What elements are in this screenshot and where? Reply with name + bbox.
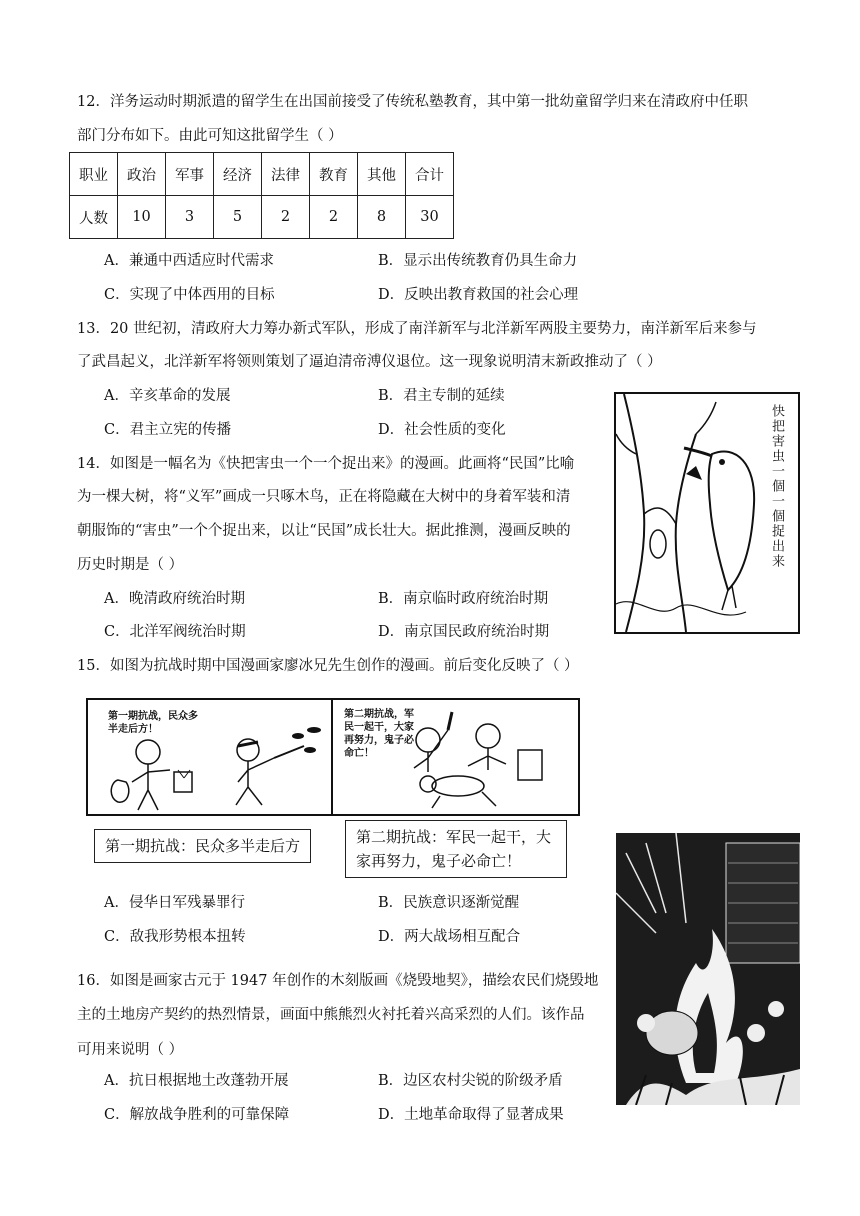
q15-option-a[interactable]: A．侵华日军残暴罪行 <box>104 895 245 911</box>
table-cell: 30 <box>406 196 454 239</box>
q13-option-c[interactable]: C．君主立宪的传播 <box>104 422 232 438</box>
q14-stem-line2: 为一棵大树，将“义军”画成一只啄木鸟，正在将隐藏在大树中的身着军装和清 <box>77 489 571 505</box>
caption-panel2 <box>345 820 567 878</box>
q14-option-d[interactable]: D．南京国民政府统治时期 <box>378 624 550 640</box>
q15-stem-line1: 15．如图为抗战时期中国漫画家廖冰兄先生创作的漫画。前后变化反映了（ ） <box>77 658 579 674</box>
panel2-text: 第二期抗战，军民一起干，大家再努力，鬼子必命亡！ <box>344 709 414 759</box>
q14-stem-line4: 历史时期是（ ） <box>77 557 184 573</box>
q14-option-c[interactable]: C．北洋军阀统治时期 <box>104 624 246 640</box>
table-cell: 3 <box>166 196 214 239</box>
q13-stem-line2: 了武昌起义，北洋新军将领则策划了逼迫清帝溥仪退位。这一现象说明清末新政推动了（ ） <box>77 354 662 370</box>
table-cell: 8 <box>358 196 406 239</box>
q16-option-c[interactable]: C．解放战争胜利的可靠保障 <box>104 1107 290 1123</box>
cartoon-title-text: 快把害虫一個一個捉出来 <box>769 404 784 569</box>
q15-option-c[interactable]: C．敌我形势根本扭转 <box>104 929 246 945</box>
q15-option-d[interactable]: D．两大战场相互配合 <box>378 929 521 945</box>
table-cell: 军事 <box>166 153 214 196</box>
panel1-text: 第一期抗战，民众多半走后方！ <box>108 711 198 735</box>
caption-panel2-line2: 家再努力，鬼子必命亡！ <box>356 852 522 870</box>
q16-stem-line3: 可用来说明（ ） <box>77 1042 184 1058</box>
q13-option-b[interactable]: B．君主专制的延续 <box>378 388 505 404</box>
table-cell: 人数 <box>70 196 118 239</box>
table-cell: 经济 <box>214 153 262 196</box>
q12-option-c[interactable]: C．实现了中体西用的目标 <box>104 287 275 303</box>
q12-option-b[interactable]: B．显示出传统教育仍具生命力 <box>378 253 578 269</box>
anti-japanese-war-cartoon <box>86 698 580 816</box>
table-header-row <box>70 153 454 196</box>
table-cell: 2 <box>262 196 310 239</box>
table-cell: 教育 <box>310 153 358 196</box>
woodpecker-cartoon <box>614 392 800 634</box>
q16-stem-line2: 主的土地房产契约的热烈情景，画面中熊熊烈火衬托着兴高采烈的人们。该作品 <box>77 1007 585 1023</box>
caption-panel1: 第一期抗战：民众多半走后方 <box>94 829 311 863</box>
table-cell: 2 <box>310 196 358 239</box>
q14-option-b[interactable]: B．南京临时政府统治时期 <box>378 591 549 607</box>
q12-stem-line2: 部门分布如下。由此可知这批留学生（ ） <box>77 128 343 144</box>
table-cell: 法律 <box>262 153 310 196</box>
q15-option-b[interactable]: B．民族意识逐渐觉醒 <box>378 895 520 911</box>
q14-stem-line1: 14．如图是一幅名为《快把害虫一个一个捉出来》的漫画。此画将“民国”比喻 <box>77 456 575 472</box>
table-cell: 合计 <box>406 153 454 196</box>
q13-stem-line1: 13．20 世纪初，清政府大力筹办新式军队，形成了南洋新军与北洋新军两股主要势力，南洋新军后来参与 <box>77 321 757 337</box>
q12-stem-line1: 12．洋务运动时期派遣的留学生在出国前接受了传统私塾教育，其中第一批幼童留学归来在清政府中任职 <box>77 94 748 110</box>
burning-land-deeds-woodcut <box>616 833 800 1105</box>
q12-table <box>69 152 454 239</box>
q12-option-d[interactable]: D．反映出教育救国的社会心理 <box>378 287 579 303</box>
woodcut-drawing <box>616 833 800 1105</box>
q16-option-b[interactable]: B．边区农村尖锐的阶级矛盾 <box>378 1073 563 1089</box>
q16-option-d[interactable]: D．土地革命取得了显著成果 <box>378 1107 564 1123</box>
table-cell: 其他 <box>358 153 406 196</box>
q16-stem-line1: 16．如图是画家古元于 1947 年创作的木刻版画《烧毁地契》，描绘农民们烧毁地 <box>77 973 599 989</box>
q12-option-a[interactable]: A．兼通中西适应时代需求 <box>104 253 274 269</box>
cartoon-figures <box>88 700 578 814</box>
table-row <box>70 196 454 239</box>
table-cell: 5 <box>214 196 262 239</box>
q13-option-d[interactable]: D．社会性质的变化 <box>378 422 506 438</box>
table-cell: 10 <box>118 196 166 239</box>
q13-option-a[interactable]: A．辛亥革命的发展 <box>104 388 231 404</box>
q14-stem-line3: 朝服饰的“害虫”一个个捉出来，以让“民国”成长壮大。据此推测，漫画反映的 <box>77 523 571 539</box>
caption-panel2-line1: 第二期抗战：军民一起干，大 <box>356 828 552 846</box>
q16-option-a[interactable]: A．抗日根据地土改蓬勃开展 <box>104 1073 289 1089</box>
table-cell: 政治 <box>118 153 166 196</box>
table-cell: 职业 <box>70 153 118 196</box>
q14-option-a[interactable]: A．晚清政府统治时期 <box>104 591 245 607</box>
